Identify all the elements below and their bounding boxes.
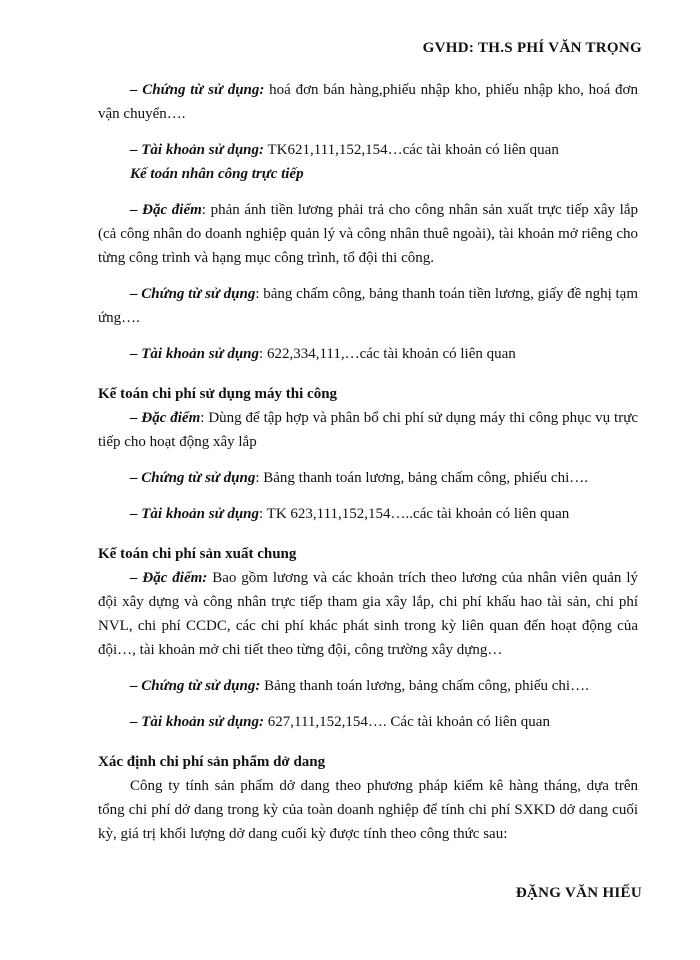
s3-tai-khoan-paragraph: [98, 502, 638, 526]
page-footer-author: ĐẶNG VĂN HIẾU: [515, 885, 642, 901]
s3-chung-tu-paragraph: [98, 466, 638, 490]
s4-heading: Kế toán chi phí sản xuất chung: [98, 546, 297, 562]
s4-tai-khoan-label: – Tài khoản sử dụng:: [130, 714, 265, 730]
s5-heading: Xác định chi phí sản phẩm dở dang: [98, 754, 326, 770]
s4-chung-tu-label: – Chứng từ sử dụng:: [130, 678, 261, 694]
s4-dac-diem-label: – Đặc điểm:: [130, 570, 208, 586]
s1-tai-khoan-text: TK621,111,152,154…các tài khoản có liên quan: [264, 142, 559, 158]
s3-chung-tu-text: : Bảng thanh toán lương, bảng chấm công, phiếu chi….: [255, 470, 589, 486]
s4-tai-khoan-paragraph: [98, 710, 638, 734]
s1-tai-khoan-paragraph: [98, 138, 638, 162]
s3-heading: Kế toán chi phí sử dụng máy thi công: [98, 386, 338, 402]
s3-chung-tu-label: – Chứng từ sử dụng: [130, 470, 256, 486]
s1-chung-tu-label: – Chứng từ sử dụng:: [130, 82, 265, 98]
s3-tai-khoan-text: : TK 623,111,152,154…..các tài khoản có liên quan: [259, 506, 570, 522]
s4-dac-diem-text: Bao gồm lương và các khoản trích theo lương của nhân viên quản lý đội xây dựng và công nhân trực tiếp tham gia xây lắp, chi phí khấu hao tài sản, chi phí NVL, chi phí CCDC, các chi phí khác phát sinh trong kỳ liên quan đến hoạt động của đội…, tài khoản mở chi tiết theo từng đội, công trường xây dựng…: [98, 570, 638, 658]
s2-dac-diem-label: – Đặc điểm: [130, 202, 202, 218]
s4-dac-diem-paragraph: [98, 566, 638, 662]
s2-dac-diem-paragraph: [98, 198, 638, 270]
s5-body-paragraph: Công ty tính sản phẩm dở dang theo phương pháp kiểm kê hàng tháng, dựa trên tổng chi phí dở dang trong kỳ của toàn doanh nghiệp để tính chi phí SXKD dở dang cuối kỳ, giá trị khối lượng dở dang cuối kỳ được tính theo công thức sau:: [98, 778, 638, 842]
s2-chung-tu-text: : bảng chấm công, bảng thanh toán tiền lương, giấy đề nghị tạm ứng….: [98, 286, 638, 326]
s4-tai-khoan-text: 627,111,152,154…. Các tài khoản có liên quan: [264, 714, 550, 730]
s3-dac-diem-label: – Đặc điểm: [130, 410, 201, 426]
s3-tai-khoan-label: – Tài khoản sử dụng: [130, 506, 260, 522]
s1-chung-tu-paragraph: [98, 78, 638, 126]
s2-tai-khoan-label: – Tài khoản sử dụng: [130, 346, 260, 362]
s2-tai-khoan-text: : 622,334,111,…các tài khoản có liên quan: [259, 346, 516, 362]
page-header: GVHD: TH.S PHÍ VĂN TRỌNG: [422, 40, 642, 56]
s3-dac-diem-paragraph: [98, 406, 638, 454]
s3-dac-diem-text: : Dùng để tập hợp và phân bổ chi phí sử dụng máy thi công phục vụ trực tiếp cho hoạt động xây lắp: [98, 410, 638, 450]
s2-chung-tu-label: – Chứng từ sử dụng: [130, 286, 256, 302]
document-body: [98, 78, 638, 846]
s2-tai-khoan-paragraph: [98, 342, 638, 366]
s1-tai-khoan-label: – Tài khoản sử dụng:: [130, 142, 265, 158]
s2-heading: Kế toán nhân công trực tiếp: [130, 166, 304, 182]
s2-dac-diem-text: : phản ánh tiền lương phải trả cho công nhân sản xuất trực tiếp xây lắp (cả công nhân do doanh nghiệp quản lý và công nhân thuê ngoài), tài khoản mở riêng cho từng công trình và hạng mục công trình, tổ đội thi công.: [98, 202, 639, 266]
s2-chung-tu-paragraph: [98, 282, 638, 330]
s1-chung-tu-text: hoá đơn bán hàng,phiếu nhập kho, phiếu nhập kho, hoá đơn vận chuyển….: [98, 82, 638, 122]
s4-chung-tu-text: Bảng thanh toán lương, bảng chấm công, phiếu chi….: [260, 678, 589, 694]
s4-chung-tu-paragraph: [98, 674, 638, 698]
